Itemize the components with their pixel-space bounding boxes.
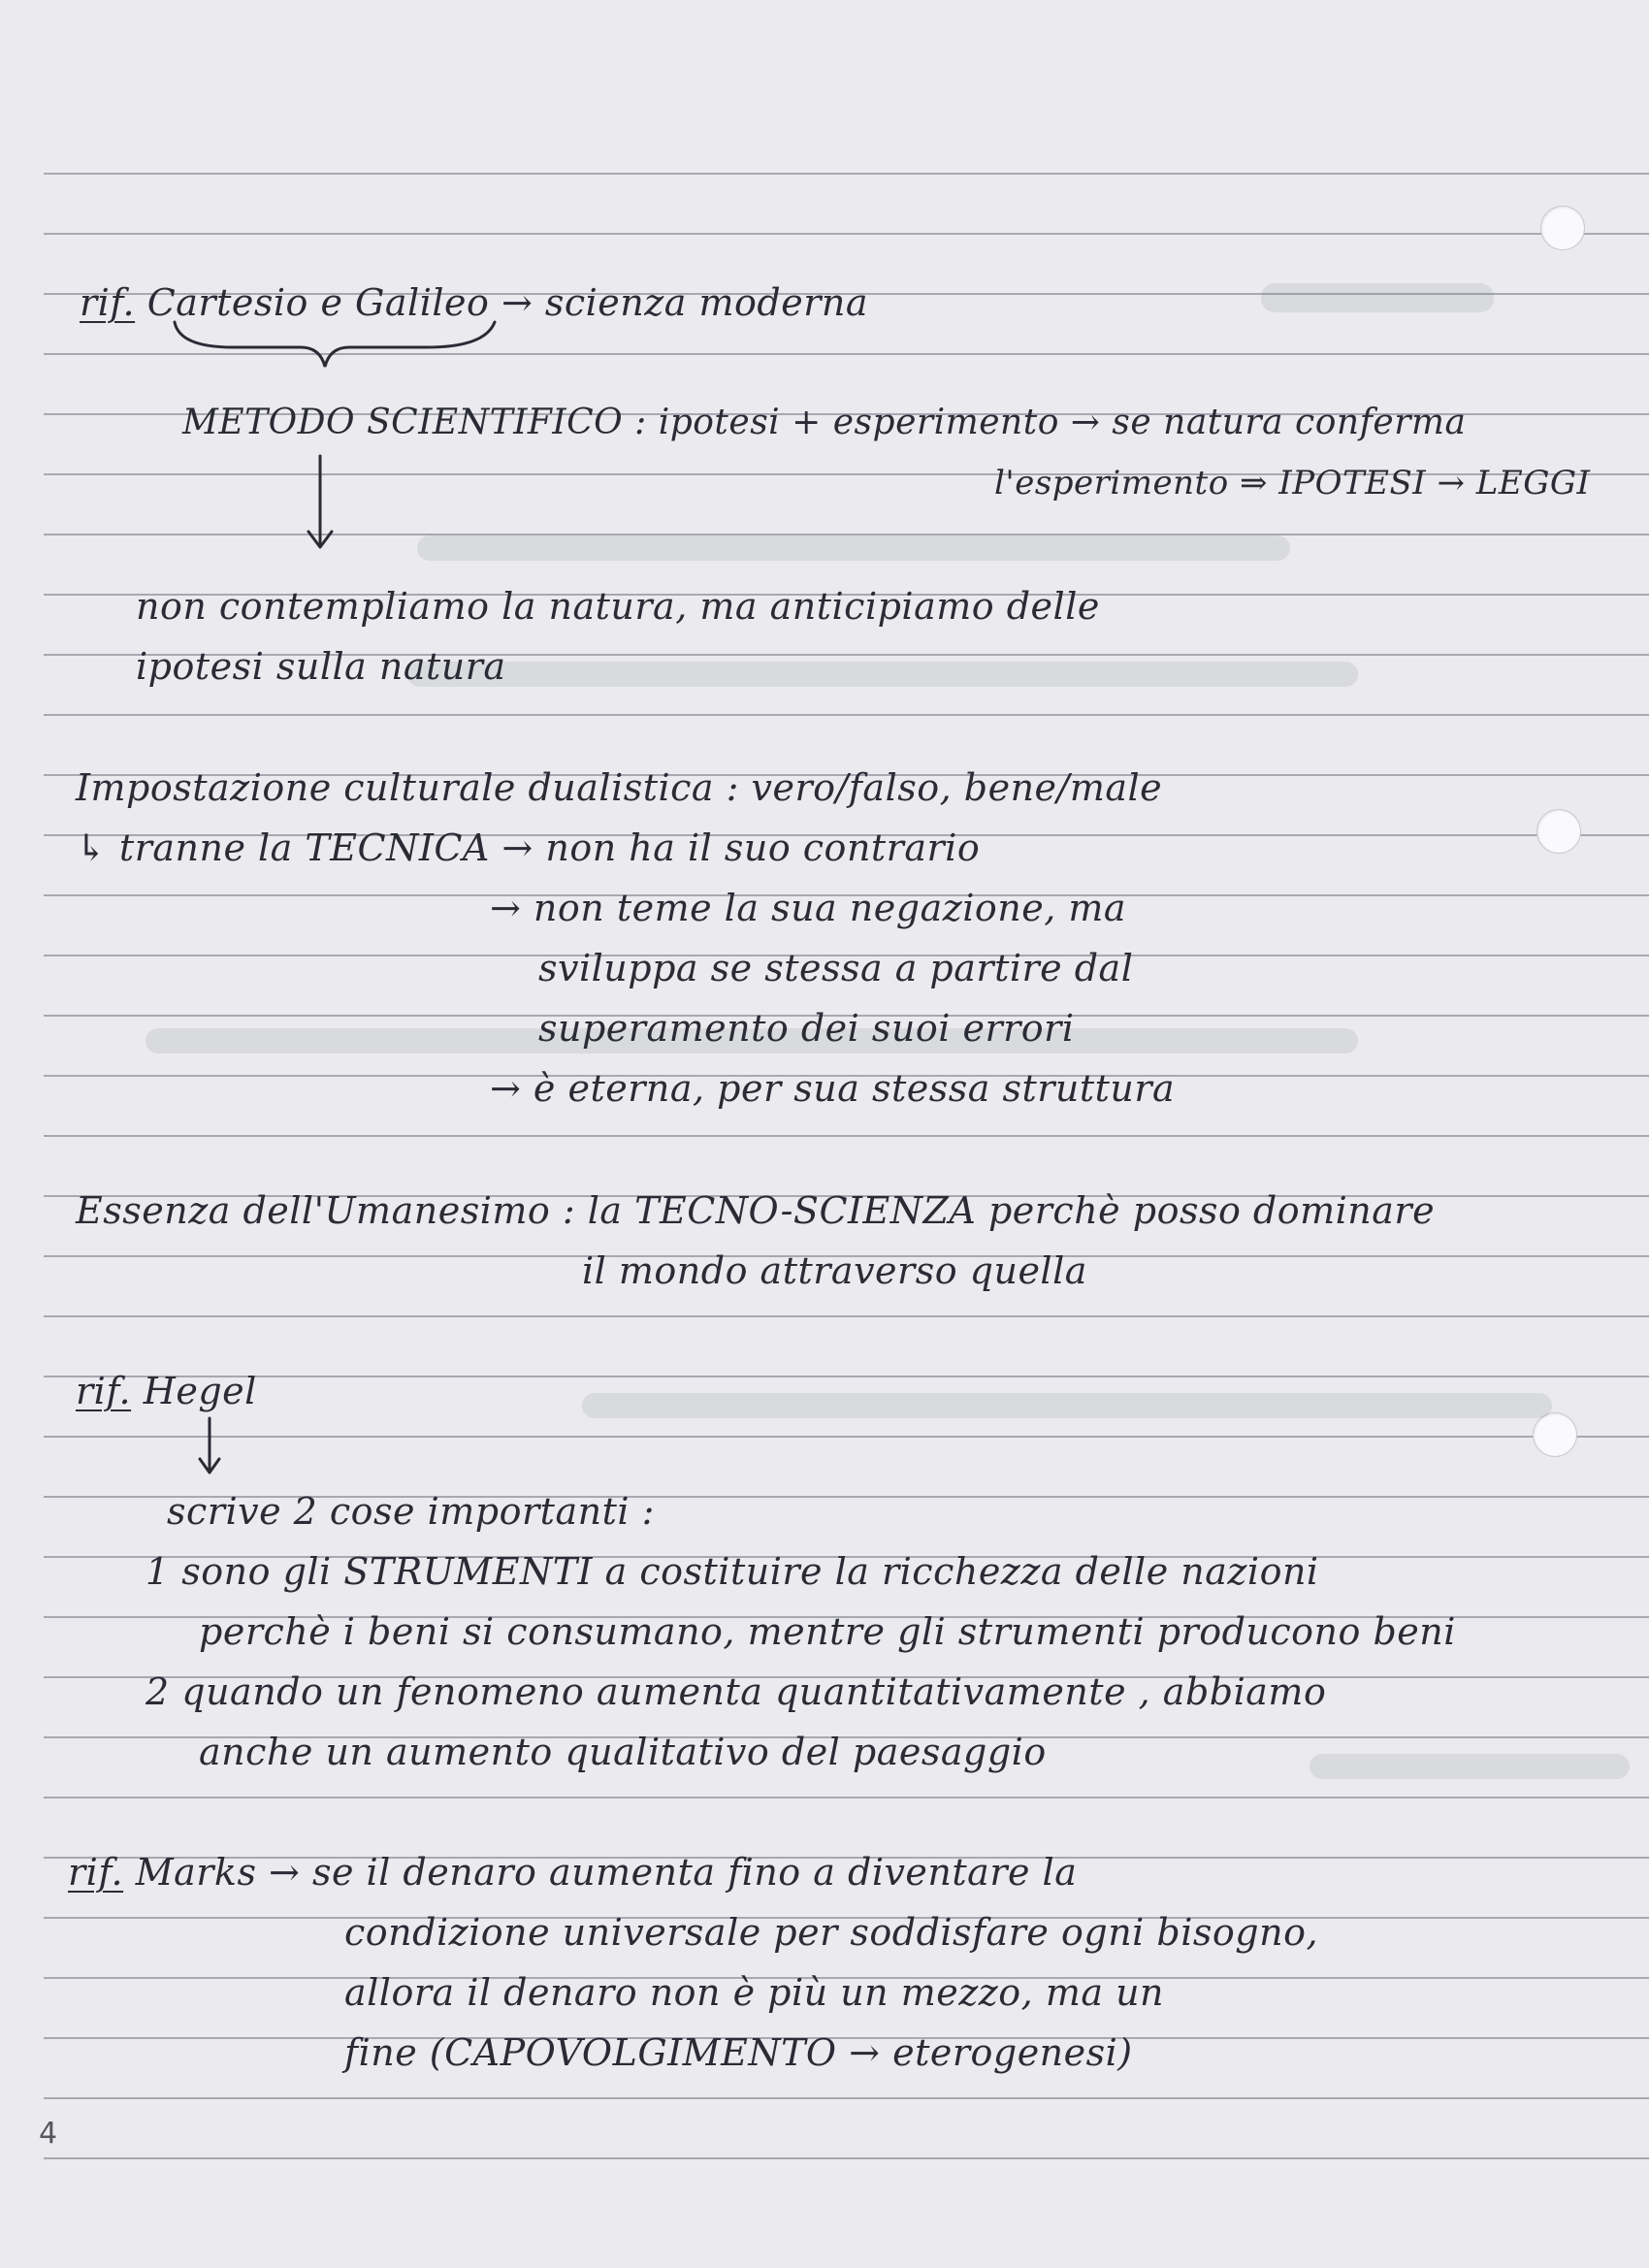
note-line-23: fine (CAPOVOLGIMENTO → eterogenesi) <box>344 2031 1133 2074</box>
note-line-8: → non teme la sua negazione, ma <box>490 887 1127 929</box>
note-line-5: ipotesi sulla natura <box>136 645 506 688</box>
note-line-6: Impostazione culturale dualistica : vero/falso, bene/male <box>76 766 1163 809</box>
show-through-smudge <box>582 1393 1552 1418</box>
curly-brace-mark <box>175 322 495 367</box>
note-line-4: non contempliamo la natura, ma anticipiamo delle <box>136 585 1100 628</box>
down-arrow-head-mark <box>200 1459 219 1473</box>
ref-label: rif. <box>76 1370 132 1412</box>
punch-hole <box>1533 1412 1577 1457</box>
ruled-line <box>44 2157 1649 2159</box>
ref-label: rif. <box>68 1851 124 1894</box>
note-line-12: Essenza dell'Umanesimo : la TECNO-SCIENZA perchè posso dominare <box>76 1189 1436 1232</box>
show-through-smudge <box>417 535 1290 561</box>
page-number: 4 <box>39 2117 58 2151</box>
note-text: Hegel <box>143 1370 257 1412</box>
ruled-line <box>44 173 1649 175</box>
note-line-10: superamento dei suoi errori <box>538 1007 1075 1050</box>
note-line-9: sviluppa se stessa a partire dal <box>538 947 1134 989</box>
show-through-smudge <box>407 662 1358 687</box>
note-line-19: anche un aumento qualitativo del paesaggio <box>199 1731 1047 1773</box>
note-line-16: 1 sono gli STRUMENTI a costituire la ricchezza delle nazioni <box>146 1550 1319 1593</box>
ruled-line <box>44 1436 1649 1438</box>
ruled-line <box>44 714 1649 716</box>
note-line-3: l'esperimento ⇒ IPOTESI → LEGGI <box>994 464 1591 502</box>
note-line-7: ↳ tranne la TECNICA → non ha il suo contrario <box>76 826 981 869</box>
note-line-22: allora il denaro non è più un mezzo, ma un <box>344 1971 1165 2014</box>
ruled-line <box>44 1135 1649 1137</box>
ruled-line <box>44 1315 1649 1317</box>
ruled-line <box>44 1797 1649 1798</box>
punch-hole <box>1536 809 1581 854</box>
ref-label: rif. <box>80 281 136 324</box>
ruled-line <box>44 353 1649 355</box>
note-line-11: → è eterna, per sua stessa struttura <box>490 1067 1176 1110</box>
note-line-15: scrive 2 cose importanti : <box>167 1490 655 1533</box>
ruled-line <box>44 2097 1649 2099</box>
note-line-20 <box>68 1851 1077 1894</box>
note-line-21: condizione universale per soddisfare ogni bisogno, <box>344 1911 1319 1954</box>
note-line-18: 2 quando un fenomeno aumenta quantitativamente , abbiamo <box>146 1670 1327 1713</box>
note-line-17: perchè i beni si consumano, mentre gli strumenti producono beni <box>199 1610 1456 1653</box>
note-text: Cartesio e Galileo → scienza moderna <box>146 281 869 324</box>
note-text: Marks → se il denaro aumenta fino a diventare la <box>135 1851 1078 1894</box>
note-line-1 <box>80 281 868 324</box>
note-line-14 <box>76 1370 257 1412</box>
note-line-13: il mondo attraverso quella <box>582 1249 1087 1292</box>
show-through-smudge <box>1261 283 1494 312</box>
punch-hole <box>1540 206 1585 250</box>
ruled-line <box>44 233 1649 235</box>
ruled-line <box>44 1376 1649 1377</box>
note-line-2: METODO SCIENTIFICO : ipotesi + esperimento → se natura conferma <box>182 403 1467 442</box>
show-through-smudge <box>1310 1754 1630 1779</box>
